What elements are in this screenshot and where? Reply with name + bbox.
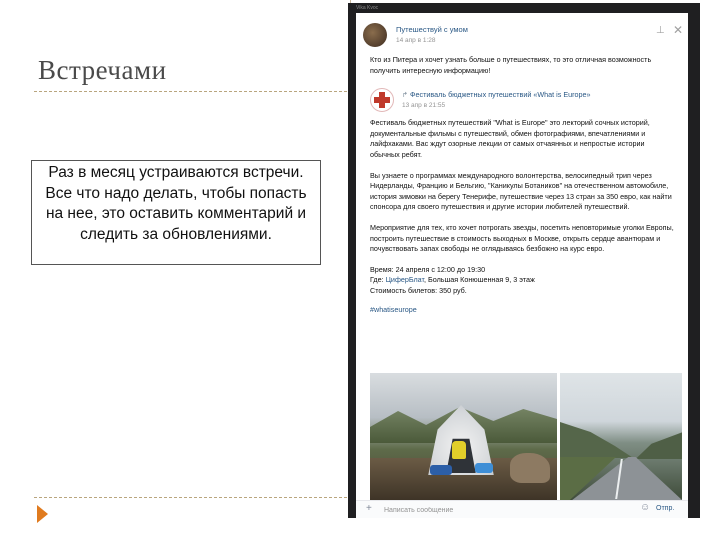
photo-bag-shape: [430, 465, 452, 475]
repost-avatar[interactable]: [370, 88, 394, 112]
repost-name[interactable]: [402, 90, 591, 99]
pin-icon[interactable]: ⊥: [656, 25, 665, 36]
author-name[interactable]: Путешествуй с умом: [396, 25, 468, 34]
message-input[interactable]: [384, 504, 624, 516]
vk-post-header: [356, 13, 688, 51]
event-where-label: Где:: [370, 275, 386, 285]
event-price: Стоимость билетов: 350 руб.: [370, 285, 467, 295]
photo-bag-shape-2: [475, 463, 493, 473]
photo-person-shape: [452, 441, 466, 459]
post-body: [356, 118, 688, 296]
hashtag-link[interactable]: #whatiseurope: [370, 304, 417, 314]
event-time: Время: 24 апреля с 12:00 до 19:30: [370, 264, 486, 274]
repost-arrow-icon: ↱: [402, 90, 409, 100]
post-paragraph-1: Фестиваль бюджетных путешествий "What is Europe" это лекторий сочных историй, документальные фильмы с путешествий, обмен фотографиями, впечатлениями и лайфхаками. Вас ждут озорные лекции от самых отчаянных и непростые истории обычных ребят.: [370, 118, 650, 159]
title-divider: [34, 91, 352, 92]
bottom-divider: [34, 497, 352, 498]
message-composer: [356, 500, 688, 518]
vk-post-screenshot: [348, 3, 700, 518]
photo-road[interactable]: [560, 373, 682, 500]
post-paragraph-3: Мероприятие для тех, кто хочет потрогать звезды, посетить неповторимые уголки Европы, построить путешествие в стоимость выходных в Москве, открыть сердце авантюрам и почувствовать запах свободы не оглядываясь безбожно на курс евро.: [370, 222, 674, 254]
author-avatar[interactable]: [363, 23, 387, 47]
plus-icon[interactable]: +: [366, 503, 372, 514]
slide-note: Раз в месяц устраиваются встречи. Все что надо делать, чтобы попасть на нее, это оставить комментарий и следить за обновлениями.: [31, 160, 321, 265]
post-photos: [370, 373, 682, 500]
post-date[interactable]: 14 апр в 1:28: [396, 37, 436, 44]
event-details: [370, 265, 674, 297]
post-paragraph-2: Вы узнаете о программах международного волонтерства, велосипедный трип через Нидерланды, Францию и Бельгию, "Каникулы Ботаников" на отечественном автомобиле, история зимовки на берегу Тенерифе, путешествие через 13 стран за 350 евро, как найти спонсора для своего путешествия и другие истории любителей путешествий.: [370, 170, 672, 212]
event-address: , Большая Конюшенная 9, 3 этаж: [424, 275, 535, 285]
close-icon[interactable]: ✕: [673, 23, 684, 37]
photo-tent[interactable]: [370, 373, 557, 500]
repost-header: [356, 82, 688, 118]
repost-date[interactable]: 13 апр в 21:55: [402, 102, 446, 110]
smile-icon[interactable]: ☺: [640, 502, 651, 513]
vk-post-panel: [356, 13, 688, 518]
slide-title: Встречами: [38, 55, 167, 85]
post-intro: Кто из Питера и хочет узнать больше о путешествиях, то это отличная возможность получить интересную информацию!: [370, 55, 652, 75]
send-button[interactable]: Отпр.: [656, 505, 675, 512]
venue-link[interactable]: ЦиферБлат: [385, 275, 425, 285]
repost-name-text[interactable]: Фестиваль бюджетных путешествий «What is Europe»: [410, 90, 591, 100]
vk-topbar: Vika Kvoc: [356, 5, 379, 11]
bullet-arrow-icon: [37, 505, 48, 523]
photo-rocks-shape: [510, 453, 550, 483]
